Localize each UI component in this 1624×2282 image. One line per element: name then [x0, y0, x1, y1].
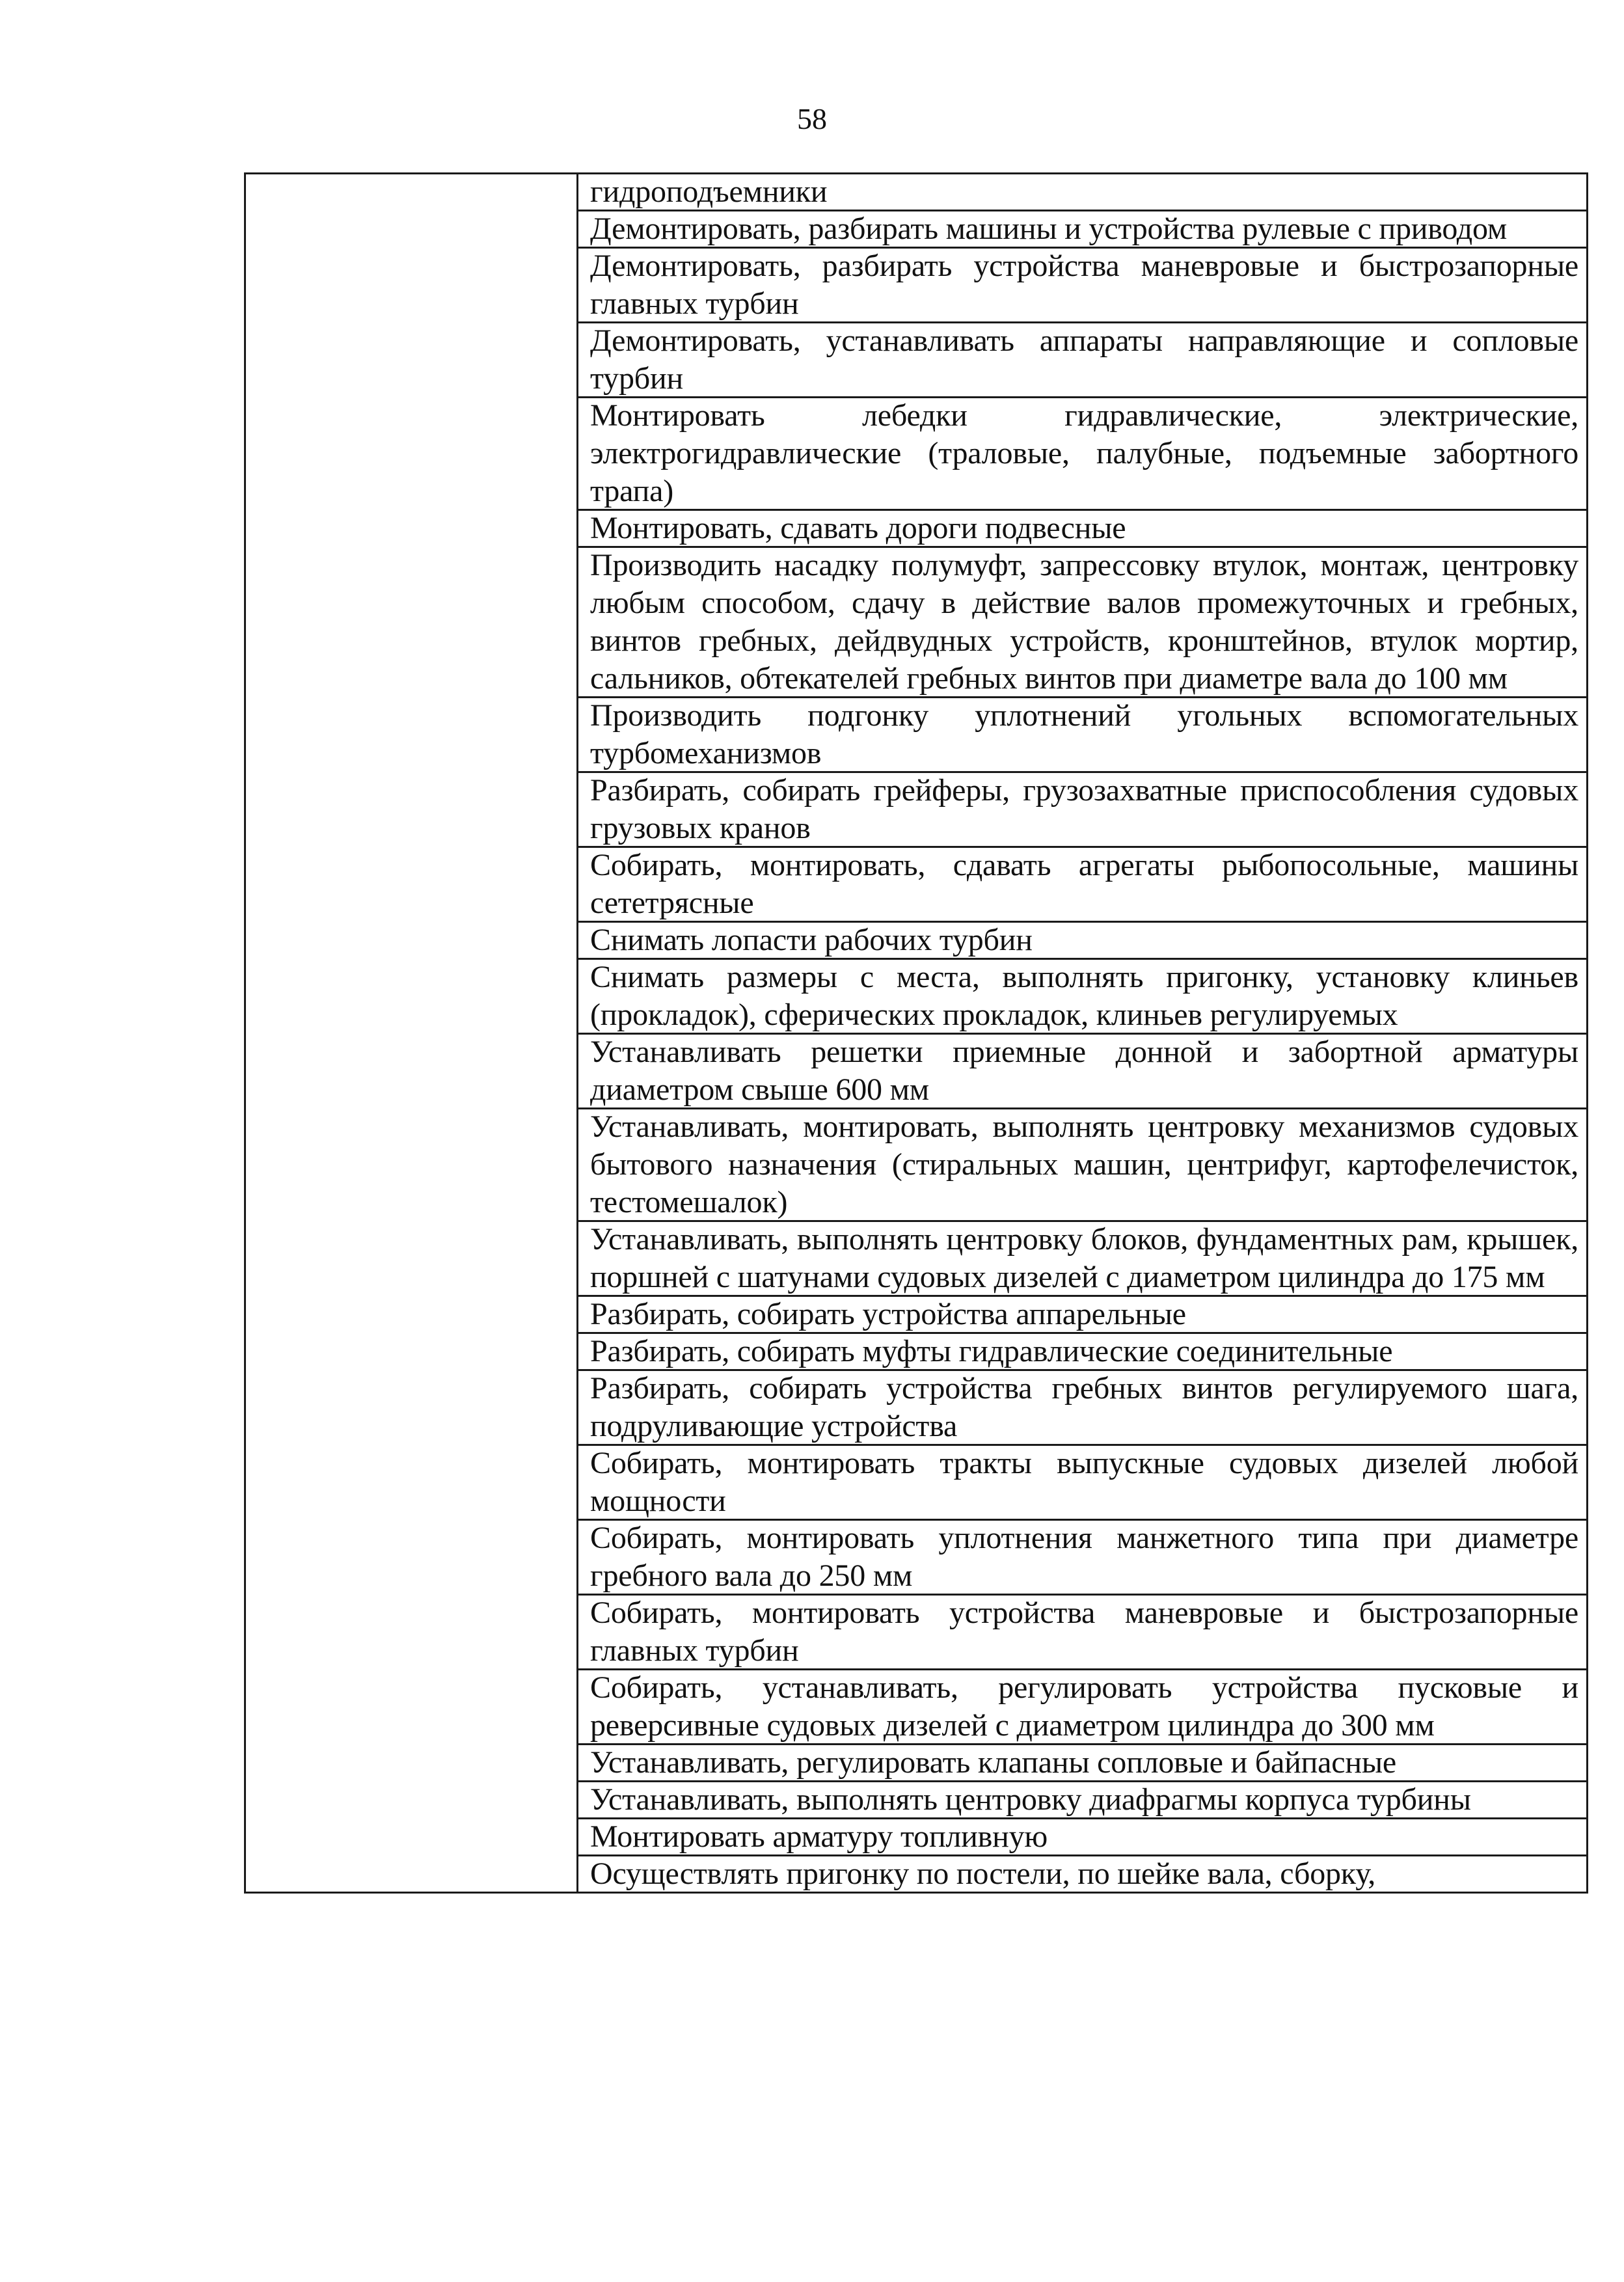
task-cell: [578, 1745, 1588, 1782]
task-text: Устанавливать решетки приемные донной и забортной арматуры диаметром свыше 600 мм: [590, 1035, 1578, 1107]
task-cell: [578, 1782, 1588, 1819]
task-text: гидроподъемники: [590, 174, 828, 209]
task-text: Снимать размеры с места, выполнять пригонку, установку клиньев (прокладок), сферических прокладок, клиньев регулируемых: [590, 960, 1578, 1032]
task-text: Устанавливать, выполнять центровку диафрагмы корпуса турбины: [590, 1782, 1471, 1817]
task-cell: [578, 323, 1588, 398]
table-row: [245, 174, 1588, 211]
task-text: Собирать, монтировать, сдавать агрегаты рыбопосольные, машины сететрясные: [590, 848, 1578, 920]
task-cell: [578, 174, 1588, 211]
task-cell: [578, 1034, 1588, 1109]
task-text: Осуществлять пригонку по постели, по шейке вала, сборку,: [590, 1856, 1376, 1891]
task-text: Разбирать, собирать устройства аппарельные: [590, 1297, 1186, 1331]
task-text: Монтировать лебедки гидравлические, электрические, электрогидравлические (траловые, палубные, подъемные забортного трапа): [590, 398, 1578, 508]
task-text: Демонтировать, устанавливать аппараты направляющие и сопловые турбин: [590, 323, 1578, 396]
task-text: Демонтировать, разбирать устройства маневровые и быстрозапорные главных турбин: [590, 249, 1578, 321]
task-cell: [578, 510, 1588, 547]
task-cell: [578, 847, 1588, 922]
task-text: Устанавливать, монтировать, выполнять центровку механизмов судовых бытового назначения (стиральных машин, центрифуг, картофелечисток, тестомешалок): [590, 1109, 1578, 1219]
task-cell: [578, 1856, 1588, 1893]
task-cell: [578, 1221, 1588, 1296]
page-number: 58: [797, 102, 827, 135]
task-cell: [578, 1595, 1588, 1670]
task-text: Производить насадку полумуфт, запрессовку втулок, монтаж, центровку любым способом, сдачу в действие валов промежуточных и гребных, винтов гребных, дейдвудных устройств, кронштейнов, втулок мортир, сальников, обтекателей гребных винтов при диаметре вала до 100 мм: [590, 548, 1578, 696]
task-text: Монтировать, сдавать дороги подвесные: [590, 511, 1126, 545]
task-cell: [578, 1520, 1588, 1595]
task-cell: [578, 1109, 1588, 1221]
task-text: Разбирать, собирать муфты гидравлические соединительные: [590, 1334, 1393, 1368]
task-cell: [578, 1370, 1588, 1445]
task-text: Разбирать, собирать грейферы, грузозахватные приспособления судовых грузовых кранов: [590, 773, 1578, 845]
task-cell: [578, 922, 1588, 959]
task-text: Устанавливать, регулировать клапаны сопловые и байпасные: [590, 1745, 1396, 1780]
task-cell: [578, 398, 1588, 510]
table-body: [245, 174, 1588, 1893]
task-text: Собирать, устанавливать, регулировать устройства пусковые и реверсивные судовых дизелей с диаметром цилиндра до 300 мм: [590, 1670, 1578, 1743]
task-cell: [578, 959, 1588, 1034]
task-text: Снимать лопасти рабочих турбин: [590, 923, 1033, 957]
task-text: Производить подгонку уплотнений угольных вспомогательных турбомеханизмов: [590, 698, 1578, 770]
task-cell: [578, 1296, 1588, 1333]
task-text: Демонтировать, разбирать машины и устройства рулевые с приводом: [590, 211, 1508, 246]
work-tasks-table: [244, 172, 1588, 1894]
task-cell: [578, 1819, 1588, 1856]
task-cell: [578, 772, 1588, 847]
task-cell: [578, 1445, 1588, 1520]
task-text: Собирать, монтировать уплотнения манжетного типа при диаметре гребного вала до 250 мм: [590, 1521, 1578, 1593]
task-text: Устанавливать, выполнять центровку блоков, фундаментных рам, крышек, поршней с шатунами судовых дизелей с диаметром цилиндра до 175 мм: [590, 1222, 1578, 1294]
task-text: Собирать, монтировать устройства маневровые и быстрозапорные главных турбин: [590, 1596, 1578, 1668]
task-text: Собирать, монтировать тракты выпускные судовых дизелей любой мощности: [590, 1446, 1578, 1518]
left-column-cell: [245, 174, 578, 1893]
task-cell: [578, 698, 1588, 772]
task-cell: [578, 547, 1588, 698]
task-cell: [578, 1670, 1588, 1745]
task-cell: [578, 211, 1588, 248]
task-cell: [578, 248, 1588, 323]
task-text: Разбирать, собирать устройства гребных винтов регулируемого шага, подруливающие устройства: [590, 1371, 1578, 1443]
task-text: Монтировать арматуру топливную: [590, 1819, 1048, 1854]
task-cell: [578, 1333, 1588, 1370]
